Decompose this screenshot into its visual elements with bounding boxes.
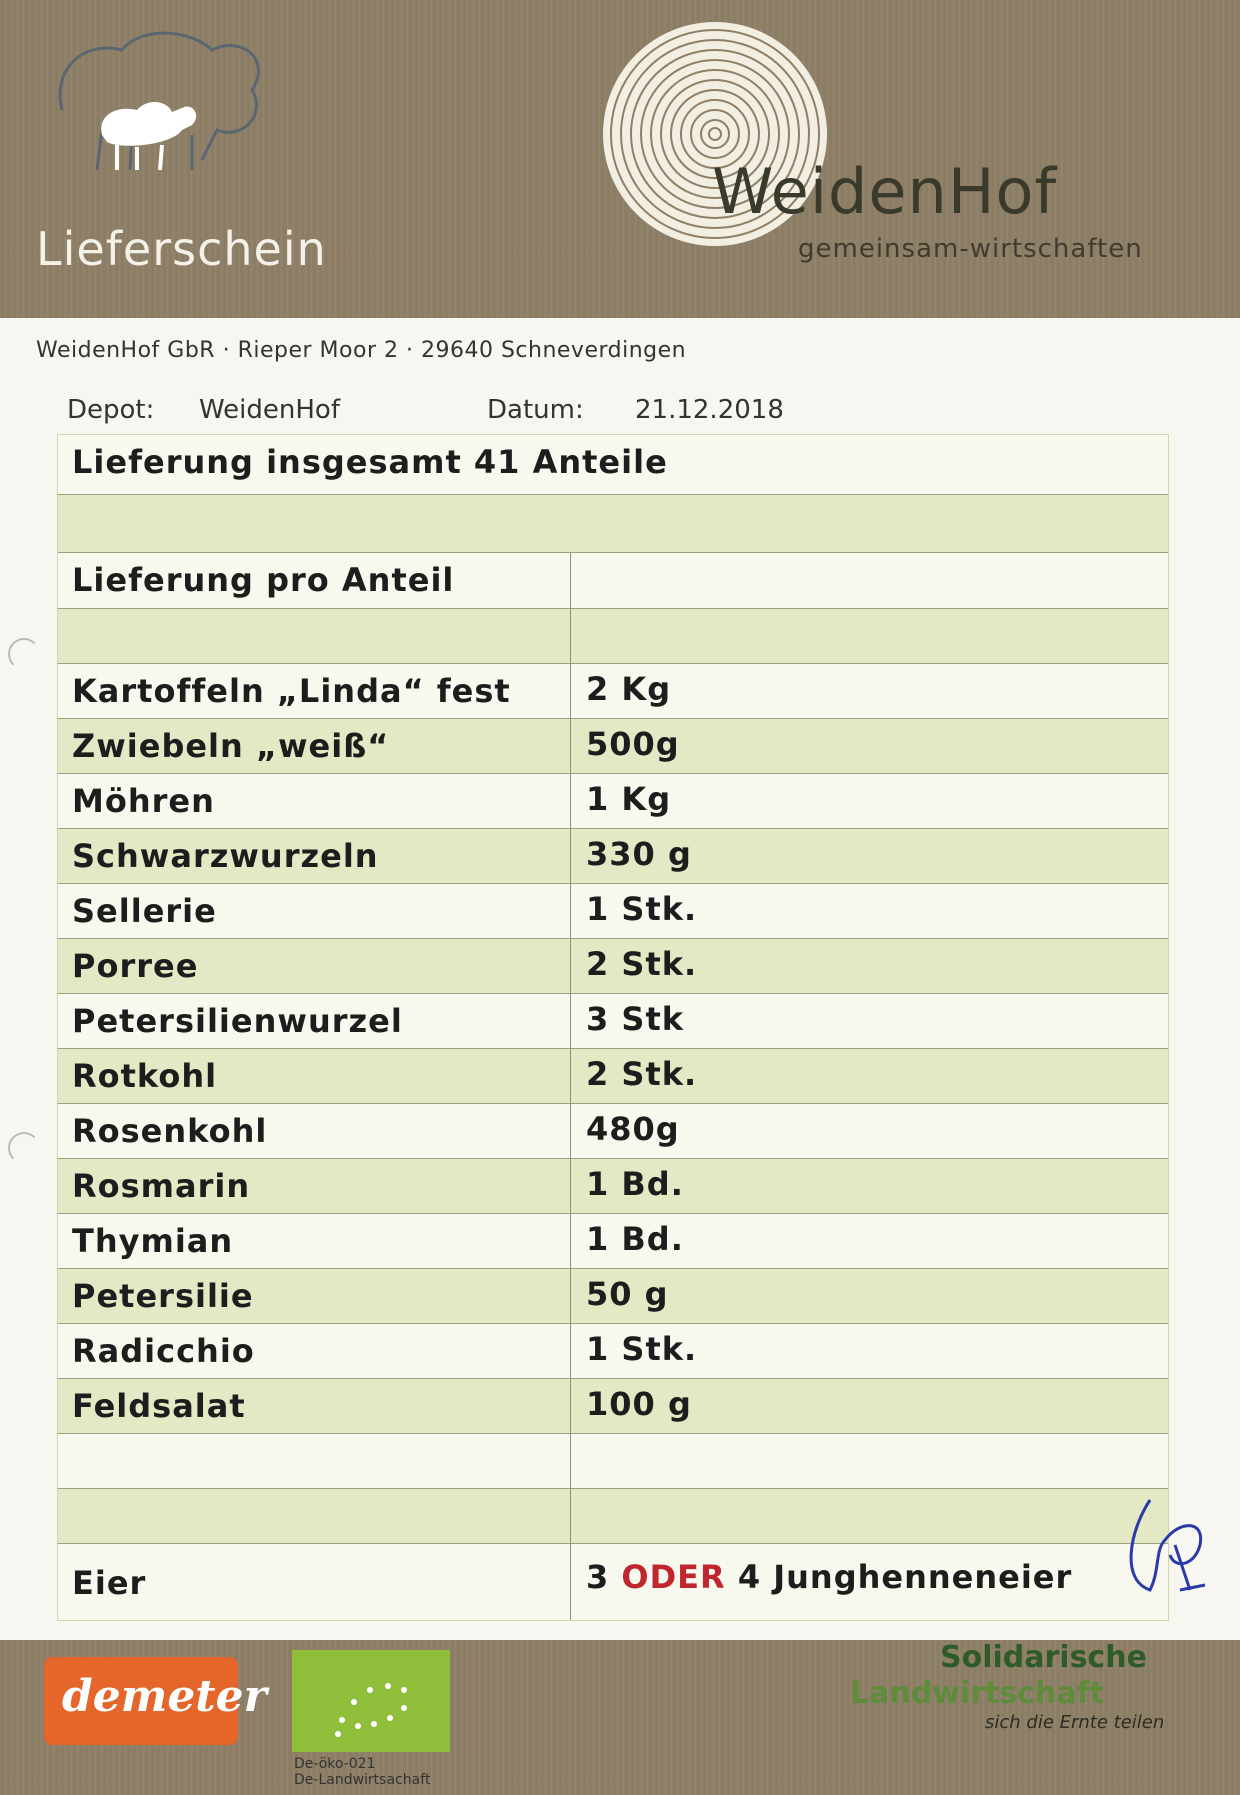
demeter-wordmark: demeter: [62, 1671, 267, 1722]
date-label: Datum:: [487, 395, 584, 425]
table-row-eggs: [58, 1544, 1168, 1620]
item-name: Thymian: [72, 1222, 234, 1260]
item-name: Radicchio: [72, 1332, 255, 1370]
item-name: Eier: [72, 1564, 147, 1602]
table-row-empty: [58, 1434, 1168, 1489]
per-share-heading: Lieferung pro Anteil: [72, 561, 455, 599]
item-name: Rotkohl: [72, 1057, 218, 1095]
item-name: Möhren: [72, 782, 215, 820]
brand-name: WeidenHof: [712, 155, 1058, 228]
item-name: Petersilienwurzel: [72, 1002, 403, 1040]
table-row-total: [58, 435, 1168, 495]
table-row: [58, 1159, 1168, 1214]
table-row: [58, 884, 1168, 939]
delivery-table: [57, 434, 1169, 1621]
item-quantity: 1 Bd.: [586, 1220, 684, 1258]
item-quantity: 100 g: [586, 1385, 692, 1423]
table-row: [58, 994, 1168, 1049]
eco-control-code: [294, 1756, 430, 1788]
document-title: Lieferschein: [36, 222, 327, 276]
table-row: [58, 664, 1168, 719]
item-quantity: 3 Stk: [586, 1000, 685, 1038]
eco-code-line1: De-öko-021: [294, 1756, 376, 1772]
depot-value: WeidenHof: [199, 395, 340, 425]
item-quantity: 2 Kg: [586, 670, 672, 708]
item-quantity: 50 g: [586, 1275, 669, 1313]
table-row: [58, 1214, 1168, 1269]
table-row: [58, 939, 1168, 994]
item-quantity: 1 Stk.: [586, 1330, 698, 1368]
item-quantity: 1 Stk.: [586, 890, 698, 928]
item-quantity: 2 Stk.: [586, 945, 698, 983]
table-row: [58, 1049, 1168, 1104]
item-name: Rosenkohl: [72, 1112, 268, 1150]
item-name: Kartoffeln „Linda“ fest: [72, 672, 511, 710]
item-name: Petersilie: [72, 1277, 254, 1315]
item-name: Rosmarin: [72, 1167, 251, 1205]
table-row: [58, 829, 1168, 884]
item-quantity: 2 Stk.: [586, 1055, 698, 1093]
item-quantity: [586, 1558, 1072, 1596]
table-row: [58, 1324, 1168, 1379]
table-row: [58, 1269, 1168, 1324]
eggs-qty-or: ODER: [621, 1558, 726, 1596]
sender-address: WeidenHof GbR · Rieper Moor 2 · 29640 Schneverdingen: [36, 338, 687, 363]
header-band: [0, 0, 1240, 318]
brand-tagline: gemeinsam-wirtschaften: [798, 234, 1143, 264]
table-row-empty: [58, 495, 1168, 553]
table-row-empty: [58, 609, 1168, 664]
solawi-tagline: sich die Ernte teilen: [985, 1712, 1165, 1733]
eggs-qty-suffix: 4 Junghenneneier: [725, 1558, 1073, 1596]
punch-hole: [8, 1132, 40, 1164]
item-quantity: 480g: [586, 1110, 680, 1148]
solawi-line1: Solidarische: [940, 1640, 1147, 1675]
solawi-line2: Landwirtschaft: [850, 1676, 1104, 1711]
item-quantity: 500g: [586, 725, 680, 763]
depot-label: Depot:: [67, 395, 155, 425]
eco-code-line2: De-Landwirtsachaft: [294, 1772, 431, 1788]
table-row: [58, 774, 1168, 829]
demeter-logo: [44, 1657, 267, 1745]
table-row-header: [58, 553, 1168, 609]
date-value: 21.12.2018: [635, 395, 784, 425]
item-name: Feldsalat: [72, 1387, 246, 1425]
eu-organic-leaf-logo: [292, 1650, 450, 1752]
handwritten-signature: [1120, 1490, 1210, 1600]
item-name: Zwiebeln „weiß“: [72, 727, 390, 765]
item-quantity: 1 Bd.: [586, 1165, 684, 1203]
punch-hole: [8, 638, 40, 670]
eggs-qty-prefix: 3: [586, 1558, 622, 1596]
table-row: [58, 719, 1168, 774]
item-quantity: 1 Kg: [586, 780, 672, 818]
item-name: Sellerie: [72, 892, 217, 930]
total-shares: Lieferung insgesamt 41 Anteile: [72, 443, 668, 481]
sheep-illustration: [42, 20, 272, 180]
item-quantity: 330 g: [586, 835, 692, 873]
table-row-empty: [58, 1489, 1168, 1544]
item-name: Porree: [72, 947, 199, 985]
table-row: [58, 1379, 1168, 1434]
column-divider: [570, 553, 571, 1620]
table-row: [58, 1104, 1168, 1159]
item-name: Schwarzwurzeln: [72, 837, 379, 875]
